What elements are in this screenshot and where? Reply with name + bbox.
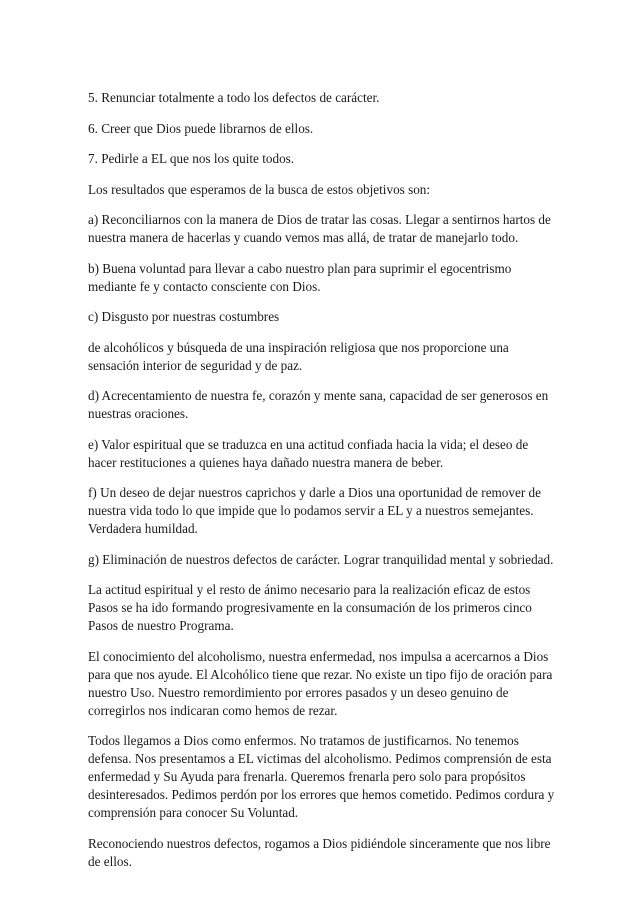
paragraph-item-a: a) Reconciliarnos con la manera de Dios de tratar las cosas. Llegar a sentirnos hartos de nuestra manera de hacerlas y cuando vemos mas allá, de tratar de manejarlo todo. xyxy=(88,212,551,245)
paragraph-spiritual-attitude: La actitud espiritual y el resto de ánimo necesario para la realización eficaz de estos Pasos se ha ido formando progresivamente en la consumación de los primeros cinco Pasos de nuestro Programa. xyxy=(88,582,532,633)
paragraph-step-6: 6. Creer que Dios puede librarnos de ellos. xyxy=(88,120,314,136)
paragraph-all-come-to-god: Todos llegamos a Dios como enfermos. No tratamos de justificarnos. No tenemos defensa. Nos presentamos a EL victimas del alcoholismo. Pedimos comprensión de esta enfermedad y Su Ayuda para frenarla. Queremos frenarla pero solo para propósitos desinteresados. Pedimos perdón por los errores que hemos cometido. Pedimos cordura y comprensión para conocer Su Voluntad. xyxy=(88,733,555,820)
paragraph-item-c-continued: de alcohólicos y búsqueda de una inspiración religiosa que nos proporcione una sensación interior de seguridad y de paz. xyxy=(88,339,509,373)
paragraph-item-g: g) Eliminación de nuestros defectos de carácter. Lograr tranquilidad mental y sobriedad. xyxy=(88,551,554,567)
document-page xyxy=(88,89,558,883)
paragraph-step-7: 7. Pedirle a EL que nos los quite todos. xyxy=(88,151,295,166)
paragraph-item-c: c) Disgusto por nuestras costumbres xyxy=(88,309,280,324)
paragraph-item-b: b) Buena voluntad para llevar a cabo nuestro plan para suprimir el egocentrismo mediante fe y contacto consciente con Dios. xyxy=(88,260,512,294)
paragraph-step-5: 5. Renunciar totalmente a todo los defectos de carácter. xyxy=(88,90,380,105)
paragraph-results-intro: Los resultados que esperamos de la busca de estos objetivos son: xyxy=(88,181,431,197)
paragraph-item-f: f) Un deseo de dejar nuestros caprichos y darle a Dios una oportunidad de remover de nuestra vida todo lo que impide que lo podamos servir a EL y a nuestros semejantes. Verdadera humildad. xyxy=(88,485,541,536)
paragraph-recognizing-defects: Reconociendo nuestros defectos, rogamos a Dios pidiéndole sinceramente que nos libre de ellos. xyxy=(88,835,551,869)
paragraph-item-e: e) Valor espiritual que se traduzca en una actitud confiada hacia la vida; el deseo de hacer restituciones a quienes haya dañado nuestra manera de beber. xyxy=(88,436,529,470)
paragraph-item-d: d) Acrecentamiento de nuestra fe, corazón y mente sana, capacidad de ser generosos en nuestras oraciones. xyxy=(88,388,549,421)
paragraph-alcoholism-knowledge: El conocimiento del alcoholismo, nuestra enfermedad, nos impulsa a acercarnos a Dios para que nos ayude. El Alcohólico tiene que rezar. No existe un tipo fijo de oración para nuestro Uso. Nuestro remordimiento por errores pasados y un deseo genuino de corregirlos nos indicaran como hemos de rezar. xyxy=(88,648,553,718)
